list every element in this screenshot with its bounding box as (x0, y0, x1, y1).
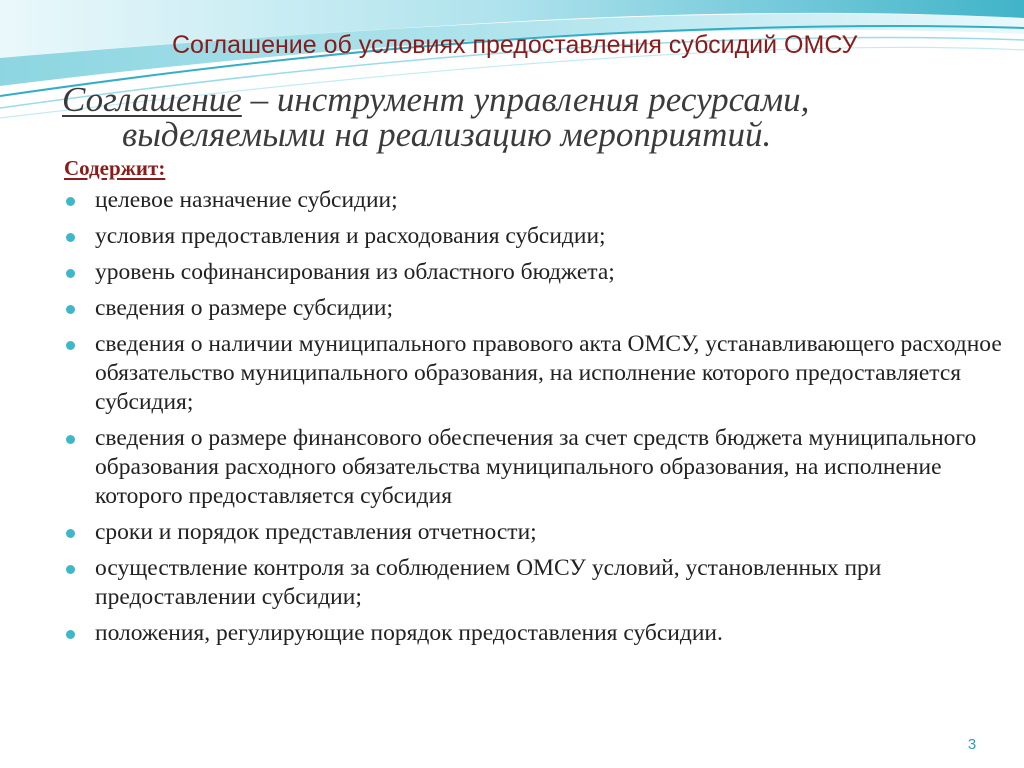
bullet-text: условия предоставления и расходования субсидии; (95, 223, 606, 249)
bullet-item (64, 330, 1004, 417)
bullet-dot-icon (66, 269, 75, 278)
bullet-dot-icon (66, 197, 75, 206)
bullet-dot-icon (66, 305, 75, 314)
bullet-dot-icon (66, 529, 75, 538)
bullet-text: уровень софинансирования из областного бюджета; (95, 259, 615, 285)
subtitle-line2: выделяемыми на реализацию мероприятий. (122, 115, 772, 154)
subtitle (62, 82, 962, 152)
bullet-item (64, 186, 1004, 215)
bullet-text: сведения о размере субсидии; (95, 295, 394, 321)
page-number: 3 (967, 736, 977, 753)
bullet-text: сроки и порядок представления отчетности; (95, 519, 537, 545)
subtitle-term: Соглашение (62, 80, 242, 119)
bullet-item (64, 619, 1004, 648)
bullet-text: сведения о размере финансового обеспечения за счет средств бюджета муниципального образования расходного обязательства муниципального образования, на исполнение которого предоставляется субсидия (95, 425, 977, 509)
bullet-text: осуществление контроля за соблюдением ОМСУ условий, установленных при предоставлении субсидии; (95, 555, 882, 610)
bullet-item (64, 518, 1004, 547)
bullet-dot-icon (66, 565, 75, 574)
bullet-text: положения, регулирующие порядок предоставления субсидии. (95, 620, 723, 646)
slide-title: Соглашение об условиях предоставления субсидий ОМСУ (172, 31, 858, 59)
bullet-dot-icon (66, 435, 75, 444)
bullet-dot-icon (66, 341, 75, 350)
bullet-item (64, 258, 1004, 287)
bullet-text: целевое назначение субсидии; (95, 187, 398, 213)
bullet-text: сведения о наличии муниципального правового акта ОМСУ, устанавливающего расходное обязательство муниципального образования, на исполнение которого предоставляется субсидия; (95, 331, 1002, 415)
subtitle-line1-rest: – инструмент управления ресурсами, (241, 80, 810, 119)
bullet-item (64, 222, 1004, 251)
bullet-item (64, 554, 1004, 612)
bullet-item (64, 424, 1004, 511)
bullet-item (64, 294, 1004, 323)
bullet-dot-icon (66, 630, 75, 639)
contains-label: Содержит: (64, 156, 166, 180)
bullet-dot-icon (66, 233, 75, 242)
bullet-list (64, 186, 1004, 655)
